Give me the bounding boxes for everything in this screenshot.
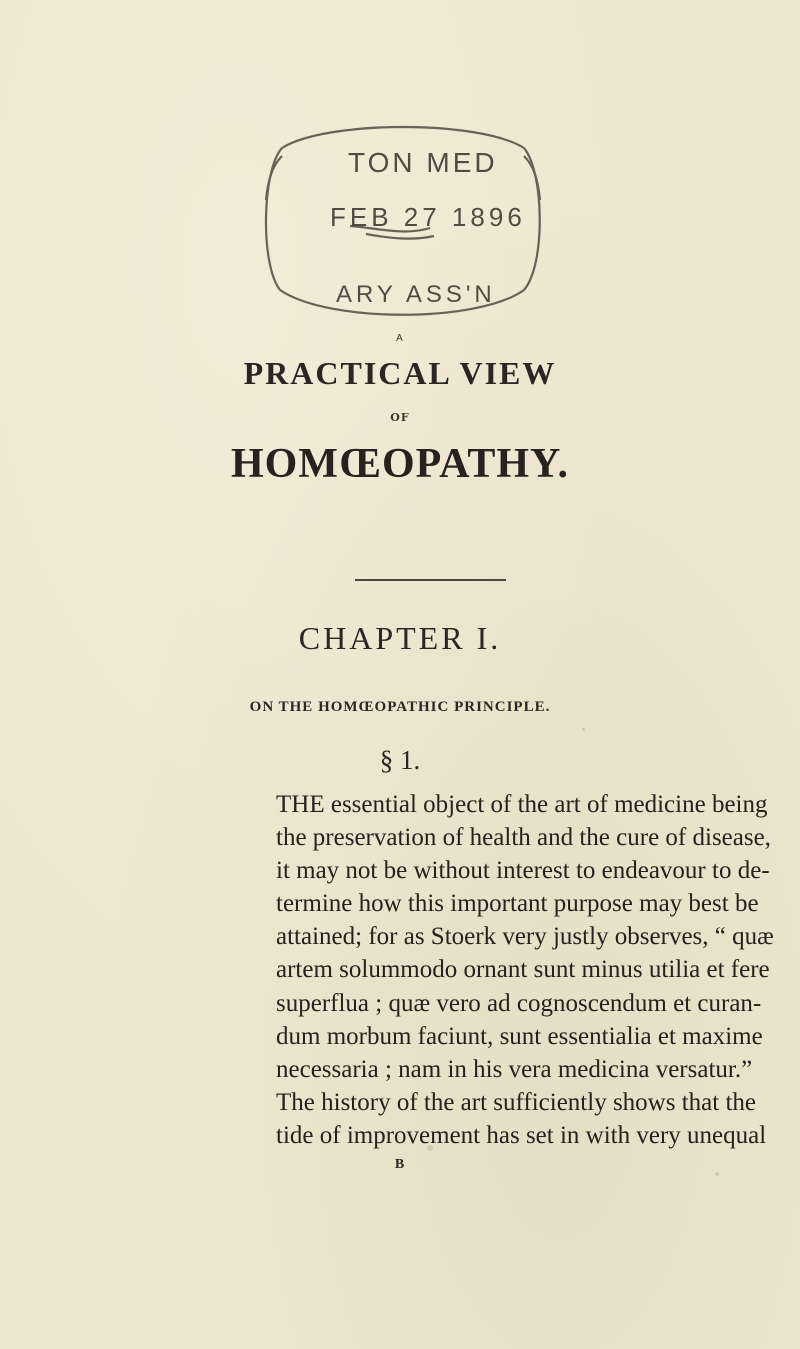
body-line: the preservation of health and the cure of disease, xyxy=(276,824,771,852)
body-line: termine how this important purpose may best be xyxy=(276,890,759,918)
section-divider xyxy=(355,579,506,581)
body-line: THE essential object of the art of medicine being xyxy=(276,791,768,818)
book-title: PRACTICAL VIEW xyxy=(243,355,557,391)
body-line: dum morbum faciunt, sunt essentialia et maxime xyxy=(276,1022,763,1050)
stamp-top-text: TON MED xyxy=(348,147,498,178)
library-stamp xyxy=(248,118,558,328)
body-line: artem solummodo ornant sunt minus utilia et fere xyxy=(276,956,770,984)
ink-spot xyxy=(715,1172,719,1176)
title-prefix: A xyxy=(396,333,404,344)
title-conjunction: OF xyxy=(390,411,410,424)
body-paragraph xyxy=(276,788,774,1152)
ink-spot xyxy=(427,1145,433,1151)
body-line: tide of improvement has set in with very unequal xyxy=(276,1121,767,1149)
section-heading: § 1. xyxy=(379,745,421,775)
stamp-bottom-text: ARY ASS'N xyxy=(336,281,496,308)
chapter-subheading: ON THE HOMŒOPATHIC PRINCIPLE. xyxy=(249,699,551,715)
body-line: attained; for as Stoerk very justly observes, “ quæ xyxy=(276,923,774,951)
body-line: superflua ; quæ vero ad cognoscendum et curan- xyxy=(276,989,762,1017)
chapter-heading: CHAPTER I. xyxy=(298,620,502,656)
body-line: The history of the art sufficiently shows that the xyxy=(276,1088,756,1116)
stamp-date: FEB 27 1896 xyxy=(330,202,526,232)
body-line: necessaria ; nam in his vera medicina versatur.” xyxy=(276,1055,753,1083)
signature-mark: B xyxy=(394,1157,406,1172)
ink-spot xyxy=(582,728,585,731)
body-line: it may not be without interest to endeavour to de- xyxy=(276,857,770,885)
book-subject: HOMŒOPATHY. xyxy=(230,441,570,487)
